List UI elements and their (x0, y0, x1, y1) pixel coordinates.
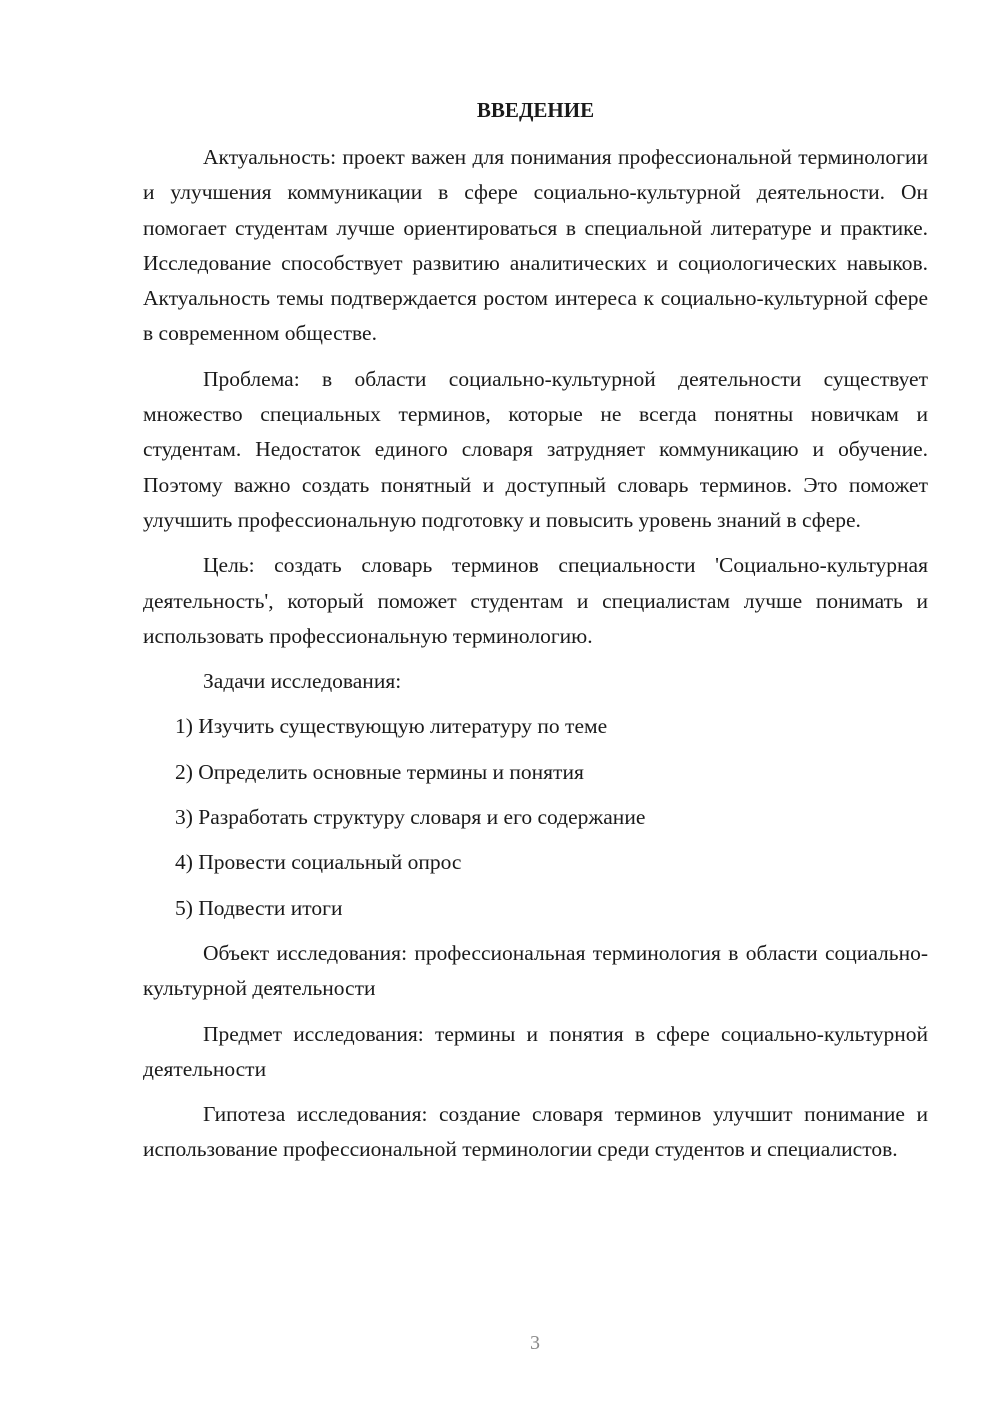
task-list (143, 709, 928, 925)
section-heading: ВВЕДЕНИЕ (476, 98, 595, 122)
paragraph-problem: Проблема: в области социально-культурной деятельности существует множество специальных терминов, которые не всегда понятны новичкам и студентам. Недостаток единого словаря затрудняет коммуникацию и обучение. Поэтому важно создать понятный и доступный словарь терминов. Это поможет улучшить профессиональную подготовку и повысить уровень знаний в сфере. (143, 366, 928, 532)
paragraph-goal: Цель: создать словарь терминов специальности 'Социально-культурная деятельность', который поможет студентам и специалистам лучше понимать и использовать профессиональную терминологию. (143, 553, 928, 648)
paragraph-object: Объект исследования: профессиональная терминология в области социально-культурной деятельности (143, 940, 928, 1001)
paragraph-subject: Предмет исследования: термины и понятия в сфере социально-культурной деятельности (143, 1021, 928, 1081)
document-page (143, 92, 928, 1178)
task-item: 2) Определить основные термины и понятия (175, 759, 584, 784)
task-item: 5) Подвести итоги (175, 895, 343, 920)
task-item: 1) Изучить существующую литературу по теме (175, 714, 608, 739)
page-number: 3 (530, 1332, 540, 1354)
tasks-title: Задачи исследования: (203, 669, 402, 694)
task-item: 4) Провести социальный опрос (175, 850, 462, 875)
paragraph-relevance: Актуальность: проект важен для понимания профессиональной терминологии и улучшения коммуникации в сфере социально-культурной деятельности. Он помогает студентам лучше ориентироваться в специальной литературе и практике. Исследование способствует развитию аналитических и социологических навыков. Актуальность темы подтверждается ростом интереса к социально-культурной сфере в современном обществе. (143, 145, 928, 346)
task-item: 3) Разработать структуру словаря и его содержание (175, 805, 646, 830)
paragraph-hypothesis: Гипотеза исследования: создание словаря терминов улучшит понимание и использование профессиональной терминологии среди студентов и специалистов. (143, 1102, 928, 1162)
